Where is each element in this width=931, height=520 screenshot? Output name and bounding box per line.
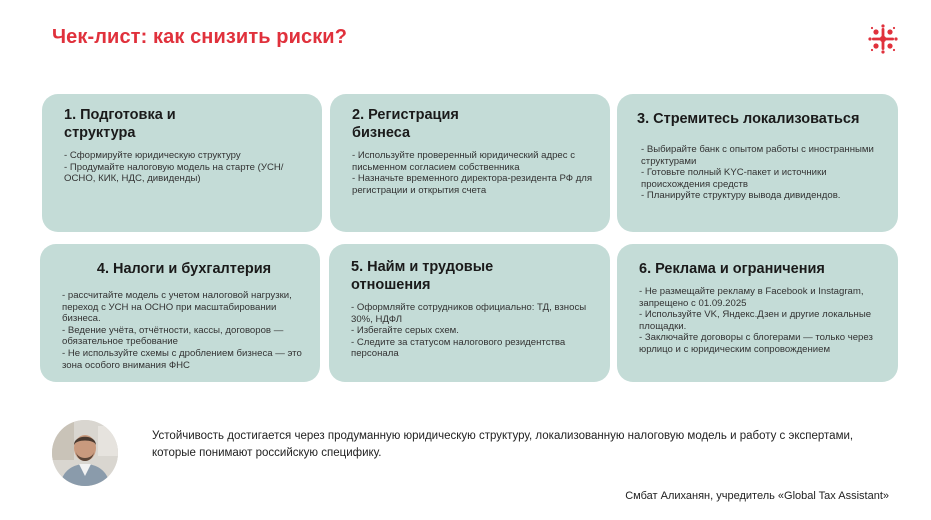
list-item: - Выбирайте банк с опытом работы с иностранными структурами xyxy=(641,144,874,167)
list-item: - рассчитайте модель с учетом налоговой нагрузки, переход с УСН на ОСНО при масштабировании бизнеса. xyxy=(62,290,292,325)
page-title: Чек-лист: как снизить риски? xyxy=(52,26,348,48)
brand-logo-icon xyxy=(866,22,900,56)
card-list xyxy=(64,150,308,185)
list-item: - Используйте VK, Яндекс.Дзен и другие локальные площадки. xyxy=(639,309,872,332)
list-item: - Не размещайте рекламу в Facebook и Instagram, запрещено с 01.09.2025 xyxy=(639,286,864,309)
card-title: 6. Реклама и ограничения xyxy=(639,261,825,277)
card-taxes xyxy=(40,244,320,382)
card-advertising xyxy=(617,244,898,382)
card-registration xyxy=(330,94,610,232)
card-list xyxy=(351,302,596,360)
card-title: 2. Регистрация бизнеса xyxy=(352,107,459,141)
card-list xyxy=(637,144,884,202)
author-avatar xyxy=(52,420,118,486)
card-title: 4. Налоги и бухгалтерия xyxy=(96,261,272,277)
list-item: - Не используйте схемы с дроблением бизнеса — это зона особого внимания ФНС xyxy=(62,347,302,371)
list-item: - Следите за статусом налогового резидентства персонала xyxy=(351,336,566,360)
list-item: - Готовьте полный KYC-пакет и источники происхождения средств xyxy=(641,167,827,190)
list-item: - Заключайте договоры с блогерами — только через юрлицо и с юридическим сопровождением xyxy=(639,332,873,355)
card-title: 5. Найм и трудовые отношения xyxy=(351,259,494,293)
list-item: - Планируйте структуру вывода дивидендов. xyxy=(641,190,841,202)
list-item: - Назначьте временного директора-резидента РФ для регистрации и открытия счета xyxy=(352,173,593,196)
card-title: 1. Подготовка и структура xyxy=(64,107,176,141)
card-hiring xyxy=(329,244,610,382)
list-item: - Избегайте серых схем. xyxy=(351,325,459,337)
card-list xyxy=(62,290,306,371)
card-list xyxy=(352,150,596,196)
list-item: - Продумайте налоговую модель на старте (УСН/ОСНО, КИК, НДС, дивиденды) xyxy=(64,161,284,185)
author-signature: Смбат Алиханян, учредитель «Global Tax Assistant» xyxy=(625,490,889,502)
card-preparation xyxy=(42,94,322,232)
list-item: - Используйте проверенный юридический адрес с письменном согласием собственника xyxy=(352,150,576,173)
card-title: 3. Стремитесь локализоваться xyxy=(637,111,860,127)
list-item: - Ведение учёта, отчётности, кассы, договоров — обязательное требование xyxy=(62,324,284,348)
card-localization xyxy=(617,94,898,232)
list-item: - Оформляйте сотрудников официально: ТД, взносы 30%, НДФЛ xyxy=(351,302,587,325)
list-item: - Сформируйте юридическую структуру xyxy=(64,150,241,161)
quote-text: Устойчивость достигается через продуманную юридическую структуру, локализованную налоговую модель и работу с экспертами, которые понимают российскую специфику. xyxy=(152,430,854,459)
card-list xyxy=(639,286,884,356)
